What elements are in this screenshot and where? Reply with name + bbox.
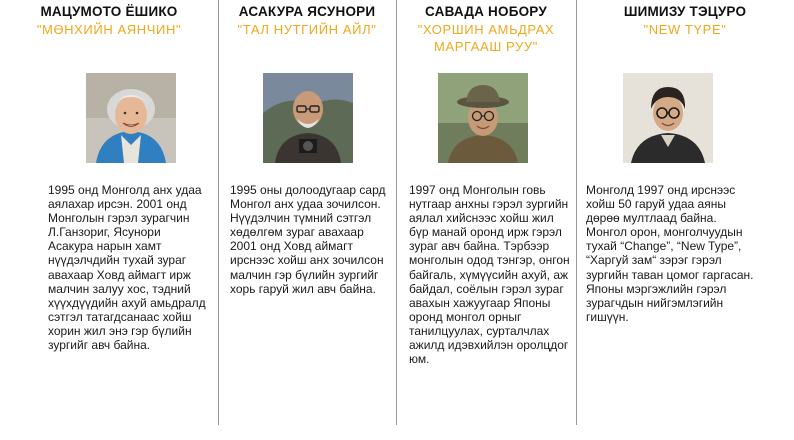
exhibition-title: "ТАЛ НУТГИЙН АЙЛ" (237, 22, 377, 37)
photographer-name: ШИМИЗУ ТЭЦУРО (623, 4, 747, 19)
photographer-bio: Монголд 1997 онд ирснээс хойш 50 гаруй удаа аяны дөрөө мултлаад байна. Монгол орон, монголчуудын тухай “Change”, “New Type”, “Харгуй зам“ зэрэг гэрэл зургийн таван цомог гаргасан. Японы мэргэжлийн гэрэл зурагчдын нийгэмлэгийн гишүүн. (586, 183, 754, 324)
column-divider (576, 0, 577, 425)
column-divider (218, 0, 219, 425)
portrait-photo (263, 73, 353, 163)
photographer-name: АСАКУРА ЯСУНОРИ (238, 4, 376, 19)
photographer-bio: 1995 онд Монголд анх удаа аялахар ирсэн. 2001 онд Монголын гэрэл зурагчин Л.Ганзориг, Ясунори Асакура нарын хамт нүүдэлчдийн тухай зураг авахаар Ховд аймагт ирж малчин залуу хос, тэдний хүүхдүүдийн ахуй амьдралд сэтгэл татагдсанаас хойш хорин жил энэ гэр бүлийн зургийг авч байна. (48, 183, 206, 353)
photographer-card-shimizu (576, 0, 794, 425)
exhibition-title: "NEW TYPE" (643, 22, 727, 37)
exhibition-title: "МӨНХИЙН АЯНЧИН" (36, 22, 182, 37)
photographer-name: МАЦУМОТО ЁШИКО (40, 4, 178, 19)
photographer-card-asakura (218, 0, 396, 425)
photographer-bio: 1995 оны долоодугаар сард Монгол анх удаа зочилсон. Нүүдэлчин түмний сэтгэл хөдөлгөм зураг авахаар 2001 онд Ховд аймагт ирснээс хойш анх зочилсон малчин гэр бүлийн зургийг хорь гаруй жил авч байна. (230, 183, 386, 296)
portrait-photo (86, 73, 176, 163)
portrait-photo (623, 73, 713, 163)
column-divider (396, 0, 397, 425)
portrait-photo (438, 73, 528, 163)
photographer-name: САВАДА НОБОРУ (425, 4, 547, 19)
photographer-card-matsumoto (0, 0, 218, 425)
photographer-bio: 1997 онд Монголын говь нутгаар анхны гэрэл зургийн аялал хийснээс хойш жил бүр манай оронд ирж гэрэл зураг авч байна. Тэрбээр монголын одод тэнгэр, онгон байгаль, хүмүүсийн ахуй, аж байдал, соёлын гэрэл зураг авахын хажуугаар Японы оронд монгол орныг танилцуулах, сурталчлах ажилд идэвхийлэн оролцдог юм. (409, 183, 570, 367)
photographer-card-savada (396, 0, 576, 425)
exhibition-title: "ХОРШИН АМЬДРАХ МАРГААШ РУУ" (417, 22, 555, 54)
